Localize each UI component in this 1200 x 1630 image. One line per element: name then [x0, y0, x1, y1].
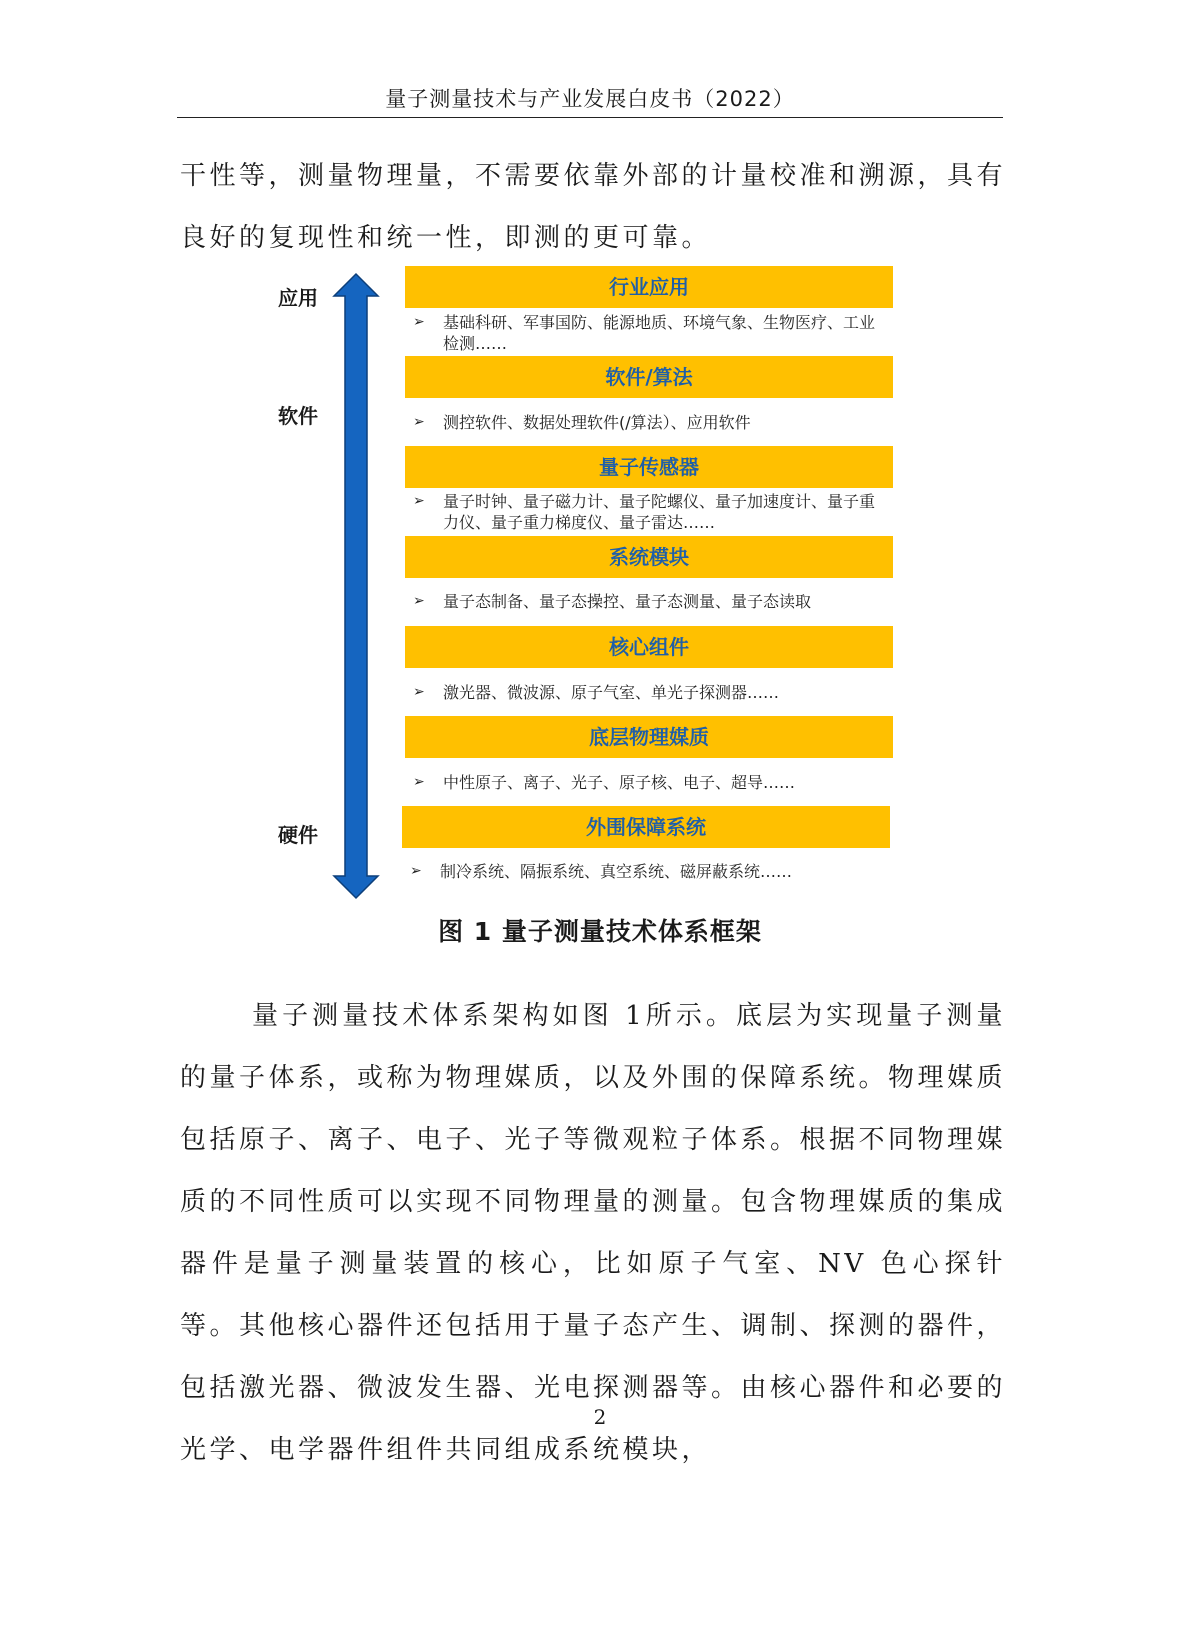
bullet-icon: ➢	[410, 863, 422, 879]
figure-caption: 图 1 量子测量技术体系框架	[438, 917, 762, 946]
header-rule	[177, 117, 1003, 118]
layer-bar-system-module: 系统模块	[405, 536, 893, 578]
layer-desc-software-algorithm: ➢ 测控软件、数据处理软件(/算法）、应用软件	[413, 413, 751, 432]
layer-desc-physical-medium: ➢ 中性原子、离子、光子、原子核、电子、超导……	[413, 773, 796, 792]
bullet-icon: ➢	[413, 314, 425, 330]
layer-bar-support-system: 外围保障系统	[402, 806, 890, 848]
paragraph-1: 干性等，测量物理量，不需要依靠外部的计量校准和溯源，具有良好的复现性和统一性，即测的更可靠。	[180, 161, 1007, 253]
double-arrow-icon	[332, 272, 380, 900]
layer-bar-physical-medium: 底层物理媒质	[405, 716, 893, 758]
axis-label-application: 应用	[278, 286, 318, 310]
layer-bar-software-algorithm: 软件/算法	[405, 356, 893, 398]
bullet-icon: ➢	[413, 774, 425, 790]
axis-label-hardware: 硬件	[278, 823, 318, 847]
layer-bar-quantum-sensor: 量子传感器	[405, 446, 893, 488]
paragraph-2: 量子测量技术体系架构如图 1所示。底层为实现量子测量的量子体系，或称为物理媒质，以及外围的保障系统。物理媒质包括原子、离子、电子、光子等微观粒子体系。根据不同物理媒质的不同性质可以实现不同物理量的测量。包含物理媒质的集成器件是量子测量装置的核心，比如原子气室、NV 色心探针等。其他核心器件还包括用于量子态产生、调制、探测的器件，包括激光器、微波发生器、光电探测器等。由核心器件和必要的光学、电学器件组件共同组成系统模块，	[180, 1001, 1007, 1465]
framework-diagram	[270, 272, 920, 902]
layer-desc-support-system: ➢ 制冷系统、隔振系统、真空系统、磁屏蔽系统……	[410, 862, 793, 881]
layer-desc-system-module: ➢ 量子态制备、量子态操控、量子态测量、量子态读取	[413, 592, 812, 611]
layer-bar-industry-application: 行业应用	[405, 266, 893, 308]
layer-desc-quantum-sensor: ➢ 量子时钟、量子磁力计、量子陀螺仪、量子加速度计、量子重力仪、量子重力梯度仪、量子雷达……	[413, 492, 876, 532]
layer-desc-core-component: ➢ 激光器、微波源、原子气室、单光子探测器……	[413, 683, 780, 702]
bullet-icon: ➢	[413, 684, 425, 700]
layer-desc-industry-application: ➢ 基础科研、军事国防、能源地质、环境气象、生物医疗、工业检测……	[413, 313, 876, 353]
bullet-icon: ➢	[413, 493, 425, 509]
page-number: 2	[593, 1405, 607, 1429]
running-header: 量子测量技术与产业发展白皮书（2022）	[385, 87, 795, 111]
bullet-icon: ➢	[413, 414, 425, 430]
layer-bar-core-component: 核心组件	[405, 626, 893, 668]
bullet-icon: ➢	[413, 593, 425, 609]
axis-label-software: 软件	[278, 404, 318, 428]
